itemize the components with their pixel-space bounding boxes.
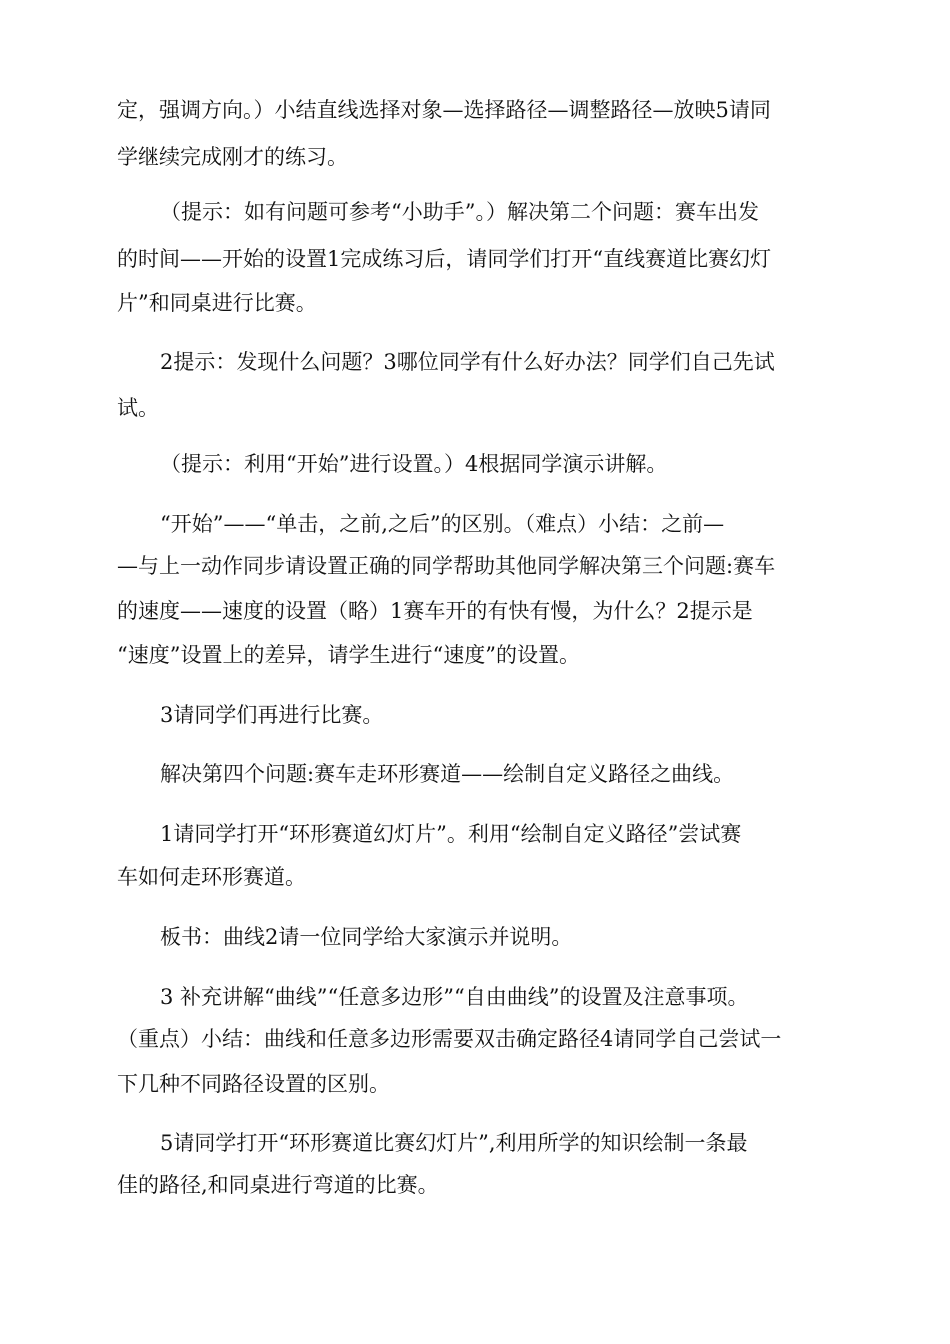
paragraph-line: 下几种不同路径设置的区别。 [117, 1072, 390, 1096]
paragraph-line: （重点）小结：曲线和任意多边形需要双击确定路径4请同学自己尝试一 [117, 1027, 782, 1051]
paragraph-line: 解决第四个问题:赛车走环形赛道——绘制自定义路径之曲线。 [160, 762, 735, 786]
paragraph-line: 3 补充讲解“曲线”“任意多边形”“自由曲线”的设置及注意事项。 [160, 985, 749, 1009]
paragraph-line: 定，强调方向。）小结直线选择对象—选择路径—调整路径—放映5请同 [117, 98, 771, 122]
paragraph-line: 的速度——速度的设置（略）1赛车开的有快有慢，为什么？2提示是 [117, 599, 753, 623]
paragraph-line: 5请同学打开“环形赛道比赛幻灯片”,利用所学的知识绘制一条最 [160, 1131, 748, 1155]
paragraph-line: 学继续完成刚才的练习。 [117, 145, 348, 169]
paragraph-line: “开始”——“单击，之前,之后”的区别。（难点）小结：之前— [160, 512, 725, 536]
paragraph-line: （提示：利用“开始”进行设置。）4根据同学演示讲解。 [160, 452, 668, 476]
paragraph-line: 的时间——开始的设置1完成练习后，请同学们打开“直线赛道比赛幻灯 [117, 247, 772, 271]
paragraph-line: —与上一动作同步请设置正确的同学帮助其他同学解决第三个问题:赛车 [117, 554, 776, 578]
paragraph-line: 3请同学们再进行比赛。 [160, 703, 384, 727]
paragraph-line: 佳的路径,和同桌进行弯道的比赛。 [117, 1173, 439, 1197]
paragraph-line: 1请同学打开“环形赛道幻灯片”。利用“绘制自定义路径”尝试赛 [160, 822, 742, 846]
paragraph-line: 板书：曲线2请一位同学给大家演示并说明。 [160, 925, 573, 949]
paragraph-line: 2提示：发现什么问题？3哪位同学有什么好办法？同学们自己先试 [160, 350, 775, 374]
paragraph-line: “速度”设置上的差异，请学生进行“速度”的设置。 [117, 643, 580, 667]
paragraph-line: （提示：如有问题可参考“小助手”。）解决第二个问题：赛车出发 [160, 200, 759, 224]
paragraph-line: 试。 [117, 396, 159, 420]
paragraph-line: 片”和同桌进行比赛。 [117, 291, 317, 315]
paragraph-line: 车如何走环形赛道。 [117, 865, 306, 889]
